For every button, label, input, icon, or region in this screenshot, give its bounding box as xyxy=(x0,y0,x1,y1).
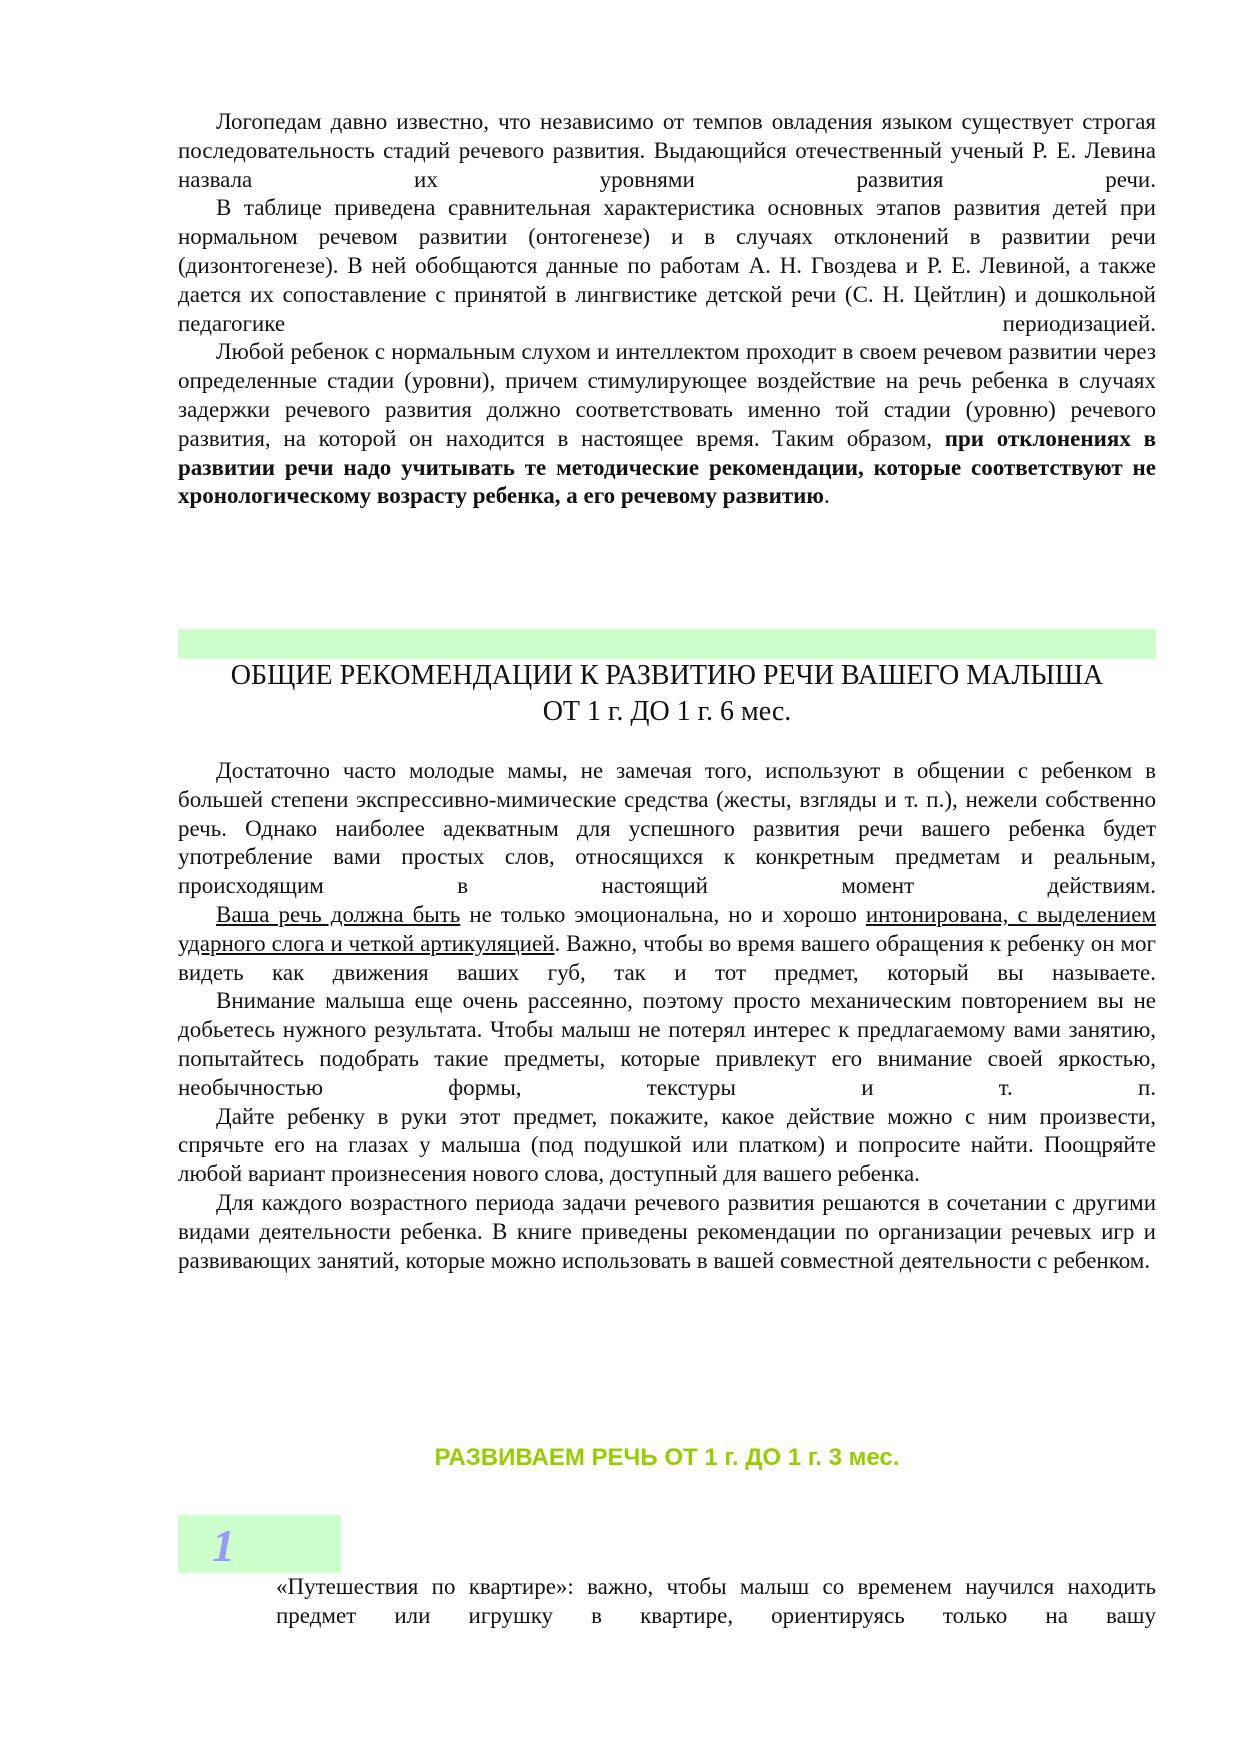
section-p2-end: . Важно, чтобы во время вашего обращения к ребенку он мог видеть как движения ваших губ, так и тот предмет, который вы называете. xyxy=(178,930,1156,985)
section-paragraph-4: Дайте ребенку в руки этот предмет, покажите, какое действие можно с ним произвести, спрячьте его на глазах у малыша (под подушкой или платком) и попросите найти. Поощряйте любой вариант произнесения нового слова, доступный для вашего ребенка. xyxy=(178,1103,1156,1187)
intro-p3-text: Любой ребенок с нормальным слухом и интеллектом проходит в своем речевом развитии через определенные стадии (уровни), причем стимулирующее воздействие на речь ребенка в случаях задержки речевого развития должно соответствовать именно той стадии (уровню) речевого развития, на которой он находится в настоящее время. Таким образом, xyxy=(178,339,1156,451)
section-body xyxy=(178,757,1156,1275)
item-body xyxy=(276,1573,1156,1631)
intro-paragraph-3 xyxy=(178,338,1156,511)
intro-block xyxy=(178,108,1156,511)
section-paragraph-1: Достаточно часто молодые мамы, не замечая того, используют в общении с ребенком в большей степени экспрессивно-мимические средства (жесты, взгляды и т. п.), нежели собственно речь. Однако наиболее адекватным для успешного развития речи вашего ребенка будет употребление вами простых слов, относящихся к конкретным предметам и реальным, происходящим в настоящий момент действиям. xyxy=(178,758,1156,899)
section-p2-mid: не только эмоциональна, но и хорошо xyxy=(460,901,866,927)
intro-paragraph-2: В таблице приведена сравнительная характеристика основных этапов развития детей при нормальном речевом развитии (онтогенезе) и в случаях отклонений в развитии речи (дизонтогенезе). В ней обобщаются данные по работам А. Н. Гвоздева и Р. Е. Левиной, а также дается их сопоставление с принятой в лингвистике детской речи (С. Н. Цейтлин) и дошкольной педагогике периодизацией. xyxy=(178,195,1156,336)
underlined-phrase-1: Ваша речь должна быть xyxy=(216,901,461,927)
section-title-line-1: ОБЩИЕ РЕКОМЕНДАЦИИ К РАЗВИТИЮ РЕЧИ ВАШЕГО МАЛЫША xyxy=(230,660,1104,691)
item-paragraph: «Путешествия по квартире»: важно, чтобы малыш со временем научился находить предмет или игрушку в квартире, ориентируясь только на вашу xyxy=(276,1574,1156,1628)
section-header-band xyxy=(178,629,1156,659)
intro-p3-end: . xyxy=(824,483,830,509)
intro-p3-bold-emphasis: при отклонениях в развитии речи надо учитывать те методические рекомендации, которые соответствуют не хронологическому возрасту ребенка, а его речевому развитию xyxy=(178,425,1156,509)
subsection-title: РАЗВИВАЕМ РЕЧЬ ОТ 1 г. ДО 1 г. 3 мес. xyxy=(434,1444,900,1471)
intro-paragraph-1: Логопедам давно известно, что независимо от темпов овладения языком существует строгая последовательность стадий речевого развития. Выдающийся отечественный ученый Р. Е. Левина назвала их уровнями развития речи. xyxy=(178,109,1156,192)
item-number-box xyxy=(178,1515,341,1573)
section-paragraph-2 xyxy=(178,901,1156,987)
section-paragraph-5: Для каждого возрастного периода задачи речевого развития решаются в сочетании с другими видами деятельности ребенка. В книге приведены рекомендации по организации речевых игр и развивающих занятий, которые можно использовать в вашей совместной деятельности с ребенком. xyxy=(178,1189,1156,1273)
item-number: 1 xyxy=(212,1520,235,1571)
section-title-line-2: ОТ 1 г. ДО 1 г. 6 мес. xyxy=(542,696,792,727)
section-title xyxy=(178,658,1156,730)
underlined-phrase-2: интонирована, с выделением ударного слога и четкой артикуляцией xyxy=(178,901,1156,956)
section-paragraph-3: Внимание малыша еще очень рассеянно, поэтому просто механическим повторением вы не добьетесь нужного результата. Чтобы малыш не потерял интерес к предлагаемому вами занятию, попытайтесь подобрать такие предметы, которые привлекут его внимание своей яркостью, необычностью формы, текстуры и т. п. xyxy=(178,988,1156,1100)
